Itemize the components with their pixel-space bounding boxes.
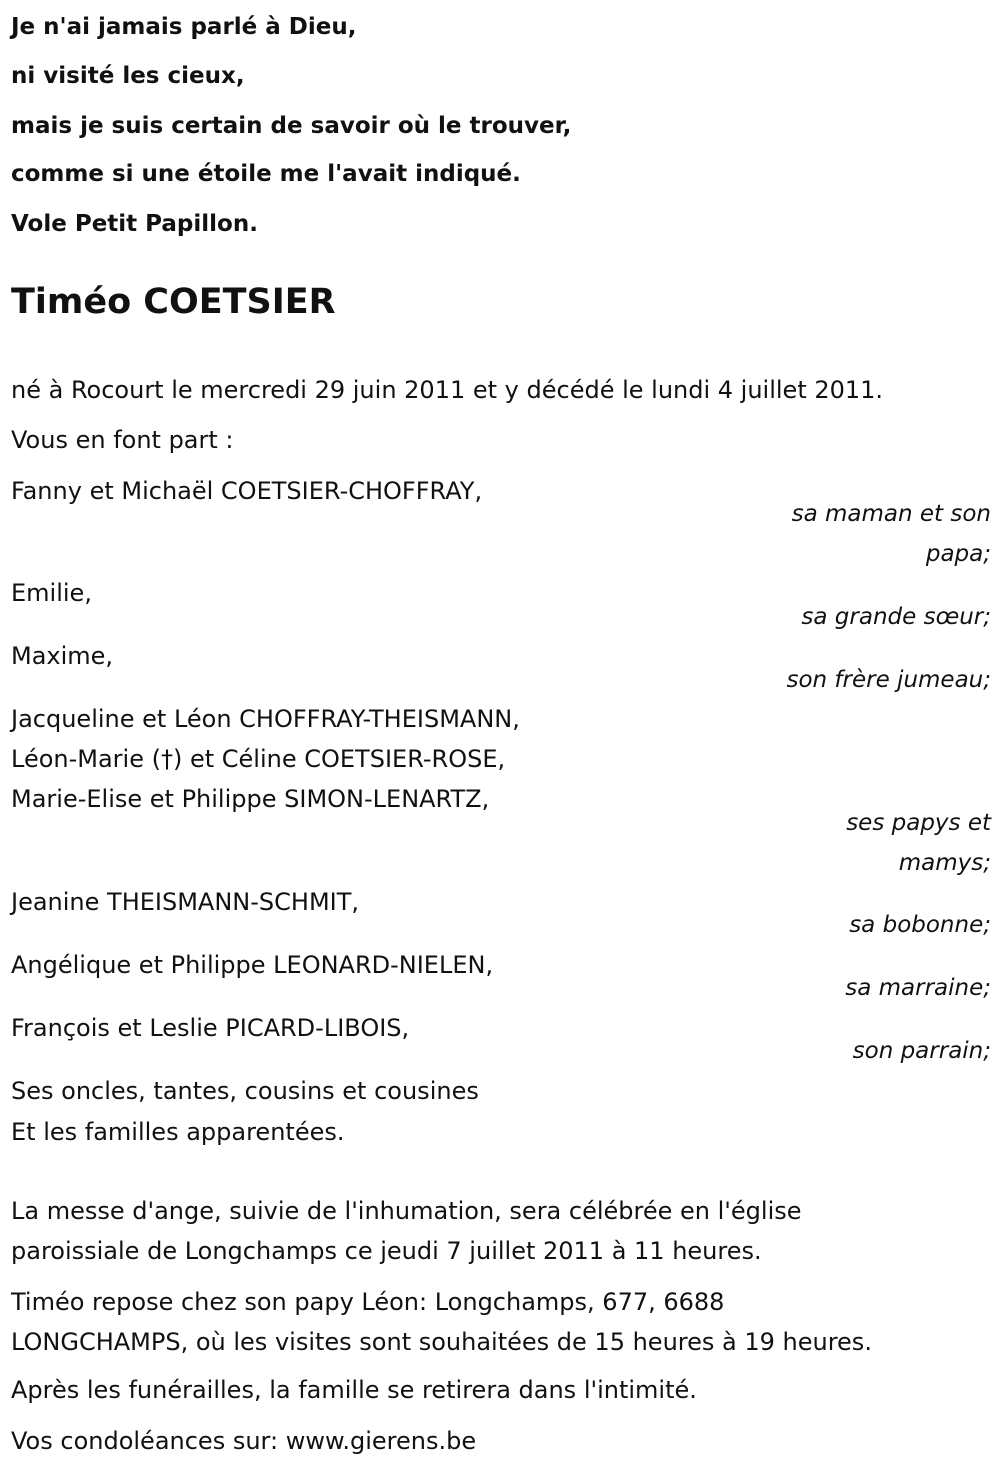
family-names: Jeanine THEISMANN-SCHMIT, [11,888,360,916]
family-relation: sa grande sœur; [801,604,991,630]
poem-line: Je n'ai jamais parlé à Dieu, [11,14,357,40]
family-names: Angélique et Philippe LEONARD-NIELEN, [11,951,494,979]
condolences-line: Vos condoléances sur: www.gierens.be [11,1427,477,1455]
family-names: François et Leslie PICARD-LIBOIS, [11,1014,410,1042]
poem-line: ni visité les cieux, [11,63,245,89]
poem-line: mais je suis certain de savoir où le trouver, [11,113,572,139]
family-relation: papa; [925,541,991,567]
family-relation: son parrain; [852,1038,991,1064]
family-names: Maxime, [11,642,114,670]
deceased-name: Timéo COETSIER [11,282,336,322]
family-relation: sa maman et son [791,501,991,527]
family-relation: mamys; [898,850,991,876]
poem-line: comme si une étoile me l'avait indiqué. [11,161,521,187]
poem-line: Vole Petit Papillon. [11,211,258,237]
announcement-line: Vous en font part : [11,426,234,454]
privacy-line: Après les funérailles, la famille se retirera dans l'intimité. [11,1376,697,1404]
family-relation: son frère jumeau; [786,667,991,693]
birth-death-statement: né à Rocourt le mercredi 29 juin 2011 et y décédé le lundi 4 juillet 2011. [11,376,884,404]
family-relation: sa bobonne; [849,912,991,938]
family-names: Fanny et Michaël COETSIER-CHOFFRAY, [11,477,483,505]
family-names: Emilie, [11,579,92,607]
extended-family-line: Et les familles apparentées. [11,1118,345,1146]
visitation-line: Timéo repose chez son papy Léon: Longchamps, 677, 6688 [11,1288,725,1316]
family-names: Léon-Marie (†) et Céline COETSIER-ROSE, [11,745,506,773]
family-names: Marie-Elise et Philippe SIMON-LENARTZ, [11,785,490,813]
family-relation: ses papys et [846,810,991,836]
funeral-line: La messe d'ange, suivie de l'inhumation, sera célébrée en l'église [11,1197,802,1225]
visitation-line: LONGCHAMPS, où les visites sont souhaitées de 15 heures à 19 heures. [11,1328,872,1356]
family-relation: sa marraine; [845,975,991,1001]
family-names: Jacqueline et Léon CHOFFRAY-THEISMANN, [11,705,520,733]
funeral-line: paroissiale de Longchamps ce jeudi 7 juillet 2011 à 11 heures. [11,1237,762,1265]
extended-family-line: Ses oncles, tantes, cousins et cousines [11,1077,479,1105]
